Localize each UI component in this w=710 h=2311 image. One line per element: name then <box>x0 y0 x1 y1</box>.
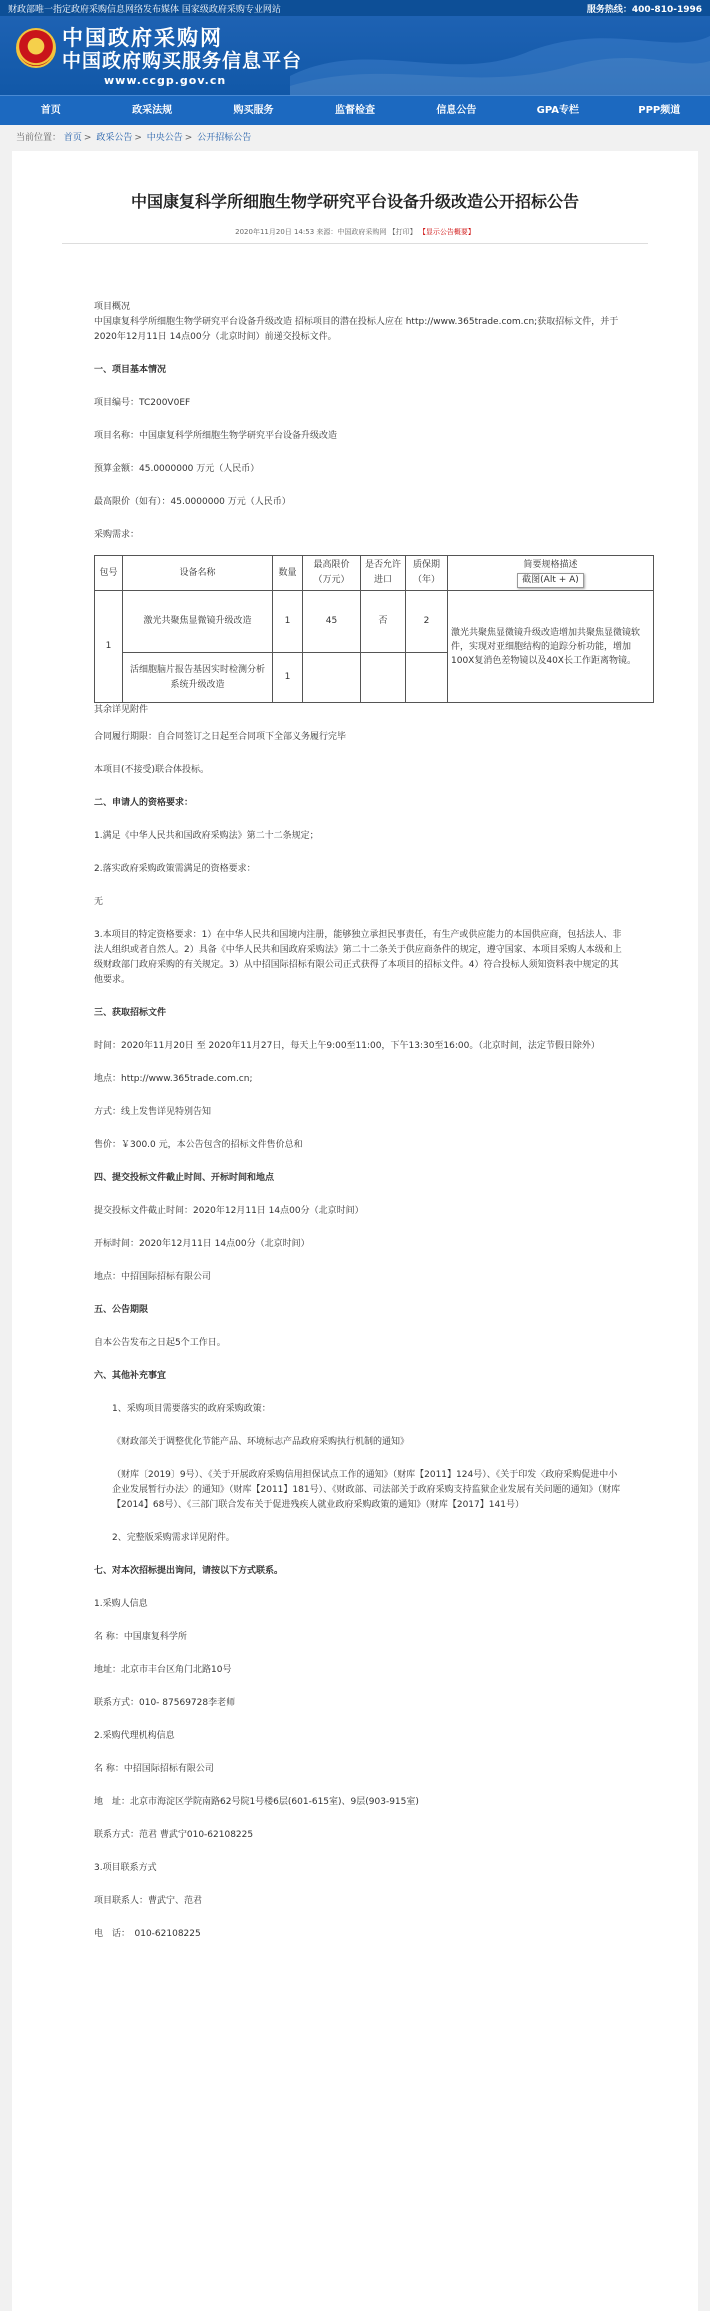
nav-item-gpa[interactable]: GPA专栏 <box>536 104 579 116</box>
contact-3-person: 项目联系人：曹武宁、范君 <box>94 1896 203 1906</box>
main-nav <box>0 95 710 125</box>
contact-1-address: 地址：北京市丰台区角门北路10号 <box>94 1665 232 1675</box>
section-4-heading: 四、提交投标文件截止时间、开标时间和地点 <box>94 1173 275 1183</box>
contract-term: 合同履行期限：自合同签订之日起至合同项下全部义务履行完毕 <box>94 732 347 742</box>
section-3-heading: 三、获取招标文件 <box>94 1008 167 1018</box>
requirements-label: 采购需求： <box>94 530 140 540</box>
th-warranty: 质保期（年） <box>406 556 448 591</box>
cell-spec: 激光共聚焦显微镜升级改造增加共聚焦显微镜软件，实现对亚细胞结构的追踪分析功能，增加100X复消色差物镜以及40X长工作距离物镜。 <box>448 591 654 703</box>
qualification-2-value: 无 <box>94 897 104 907</box>
deadline: 提交投标文件截止时间：2020年12月11日 14点00分（北京时间） <box>94 1206 364 1216</box>
nav-item-services[interactable]: 购买服务 <box>233 104 274 116</box>
nav-item-ppp[interactable]: PPP频道 <box>638 104 681 116</box>
breadcrumb-procurement[interactable]: 政采公告 <box>96 133 133 143</box>
supplement-policy-2: （财库〔2019〕9号）、《关于开展政府采购信用担保试点工作的通知》（财库【2011】124号）、《关于印发〈政府采购促进中小企业发展暂行办法〉的通知》（财库【2011】181号）、《财政部、司法部关于政府采购支持监狱企业发展有关问题的通知》（财库【2014】68号）、《三部门联合发布关于促进残疾人就业政府采购政策的通知》（财库【2017】141号） <box>112 1470 621 1510</box>
nav-item-regulations[interactable]: 政采法规 <box>132 104 173 116</box>
header-wave-decoration <box>290 16 710 95</box>
section-1-heading: 一、项目基本情况 <box>94 365 167 375</box>
section-6-heading: 六、其他补充事宜 <box>94 1371 167 1381</box>
contact-2-address: 地 址：北京市海淀区学院南路62号院1号楼6层(601-615室)、9层(903-915室) <box>94 1797 419 1807</box>
th-spec <box>448 556 654 591</box>
site-title[interactable]: 中国政府采购网 <box>62 25 223 50</box>
hotline: 服务热线：400-810-1996 <box>586 4 702 15</box>
section-2-heading: 二、申请人的资格要求： <box>94 798 194 808</box>
contact-1-name: 名 称：中国康复科学所 <box>94 1632 187 1642</box>
th-spec-label: 简要规格描述 <box>523 560 578 570</box>
top-bar <box>0 0 710 16</box>
project-name: 项目名称：中国康复科学所细胞生物学研究平台设备升级改造 <box>94 431 338 441</box>
top-notice: 财政部唯一指定政府采购信息网络发布媒体 国家级政府采购专业网站 <box>8 4 281 15</box>
cell-price: 45 <box>303 591 361 653</box>
th-max-price: 最高限价（万元） <box>303 556 361 591</box>
th-qty: 数量 <box>273 556 303 591</box>
table-header-row <box>95 556 654 591</box>
show-summary-link[interactable]: 【显示公告概要】 <box>418 228 475 236</box>
breadcrumb-home[interactable]: 首页 <box>63 133 82 143</box>
qualification-2: 2.落实政府采购政策需满足的资格要求： <box>94 864 256 874</box>
get-price: 售价：￥300.0 元，本公告包含的招标文件售价总和 <box>94 1140 303 1150</box>
article-meta <box>12 227 698 237</box>
th-device: 设备名称 <box>123 556 273 591</box>
cell-qty-1: 1 <box>273 591 303 653</box>
contact-2-heading: 2.采购代理机构信息 <box>94 1731 175 1741</box>
site-header <box>0 16 710 95</box>
cell-device-2: 活细胞脑片报告基因实时检测分析系统升级改造 <box>123 653 273 703</box>
overview-heading: 项目概况 <box>94 302 131 312</box>
article-body <box>94 300 641 1942</box>
requirements-table <box>94 555 654 703</box>
contact-1-heading: 1.采购人信息 <box>94 1599 148 1609</box>
open-time: 开标时间：2020年12月11日 14点00分（北京时间） <box>94 1239 310 1249</box>
screenshot-tooltip: 截图(Alt + A) <box>517 573 584 588</box>
after-table-note: 其余详见附件 <box>94 705 149 715</box>
contact-2-name: 名 称：中招国际招标有限公司 <box>94 1764 214 1774</box>
table-row <box>95 591 654 653</box>
article-title: 中国康复科学所细胞生物学研究平台设备升级改造公开招标公告 <box>130 192 579 211</box>
get-method: 方式：线上发售详见特别告知 <box>94 1107 212 1117</box>
supplement-policy-1: 《财政部关于调整优化节能产品、环境标志产品政府采购执行机制的通知》 <box>112 1437 410 1447</box>
cell-import: 否 <box>361 591 406 653</box>
breadcrumb-central[interactable]: 中央公告 <box>146 133 183 143</box>
cell-qty-2: 1 <box>273 653 303 703</box>
qualification-1: 1.满足《中华人民共和国政府采购法》第二十二条规定； <box>94 831 319 841</box>
section-7-heading: 七、对本次招标提出询问，请按以下方式联系。 <box>94 1566 284 1576</box>
budget: 预算金额：45.0000000 万元（人民币） <box>94 464 260 474</box>
th-import: 是否允许进口 <box>361 556 406 591</box>
max-price: 最高限价（如有）：45.0000000 万元（人民币） <box>94 497 291 507</box>
qualification-3: 3.本项目的特定资格要求：1）在中华人民共和国境内注册，能够独立承担民事责任，有生产或供应能力的本国供应商，包括法人、非法人组织或者自然人。2）具备《中华人民共和国政府采购法》第二十二条关于供应商条件的规定，遵守国家、本项目采购人本级和上级财政部门政府采购的有关规定。3）从中招国际招标有限公司正式获得了本项目的招标文件。4）符合投标人须知资料表中规定的其他要求。 <box>94 930 622 985</box>
get-place: 地点：http://www.365trade.com.cn; <box>94 1074 253 1084</box>
cell-warranty: 2 <box>406 591 448 653</box>
contact-3-heading: 3.项目联系方式 <box>94 1863 157 1873</box>
contact-3-phone: 电 话： 010-62108225 <box>94 1929 201 1939</box>
nav-item-supervision[interactable]: 监督检查 <box>334 104 375 116</box>
section-5-heading: 五、公告期限 <box>94 1305 149 1315</box>
supplement-2: 2、完整版采购需求详见附件。 <box>112 1533 235 1543</box>
cell-empty <box>303 653 361 703</box>
get-time: 时间：2020年11月20日 至 2020年11月27日，每天上午9:00至11:00，下午13:30至16:00。（北京时间，法定节假日除外） <box>94 1041 600 1051</box>
overview-text: 中国康复科学所细胞生物学研究平台设备升级改造 招标项目的潜在投标人应在 http://www.365trade.com.cn;获取招标文件，并于2020年12月11日 14点00分（北京时间）前递交投标文件。 <box>94 317 619 342</box>
cell-empty <box>406 653 448 703</box>
national-emblem-logo[interactable] <box>16 28 56 68</box>
cell-empty <box>361 653 406 703</box>
cell-package: 1 <box>95 591 123 703</box>
title-divider <box>62 243 648 244</box>
consortium-note: 本项目(不接受)联合体投标。 <box>94 765 210 775</box>
meta-text: 2020年11月20日 14:53 来源：中国政府采购网 【打印】 <box>235 228 417 236</box>
nav-item-home[interactable]: 首页 <box>40 104 61 116</box>
th-package: 包号 <box>95 556 123 591</box>
supplement-1: 1、采购项目需要落实的政府采购政策： <box>112 1404 271 1414</box>
breadcrumb-label: 当前位置： <box>16 133 62 143</box>
cell-device-1: 激光共聚焦显微镜升级改造 <box>123 591 273 653</box>
site-url: www.ccgp.gov.cn <box>104 74 227 87</box>
contact-1-phone: 联系方式：010- 87569728李老师 <box>94 1698 236 1708</box>
contact-2-phone: 联系方式：范君 曹武宁010-62108225 <box>94 1830 254 1840</box>
notice-period: 自本公告发布之日起5个工作日。 <box>94 1338 226 1348</box>
nav-item-announcements[interactable]: 信息公告 <box>436 104 477 116</box>
breadcrumb: 当前位置： 首页 > 政采公告 > 中央公告 > 公开招标公告 <box>16 133 252 143</box>
open-place: 地点：中招国际招标有限公司 <box>94 1272 212 1282</box>
breadcrumb-open-tender[interactable]: 公开招标公告 <box>197 133 252 143</box>
site-subtitle: 中国政府购买服务信息平台 <box>62 50 303 72</box>
project-number: 项目编号：TC200V0EF <box>94 398 191 408</box>
